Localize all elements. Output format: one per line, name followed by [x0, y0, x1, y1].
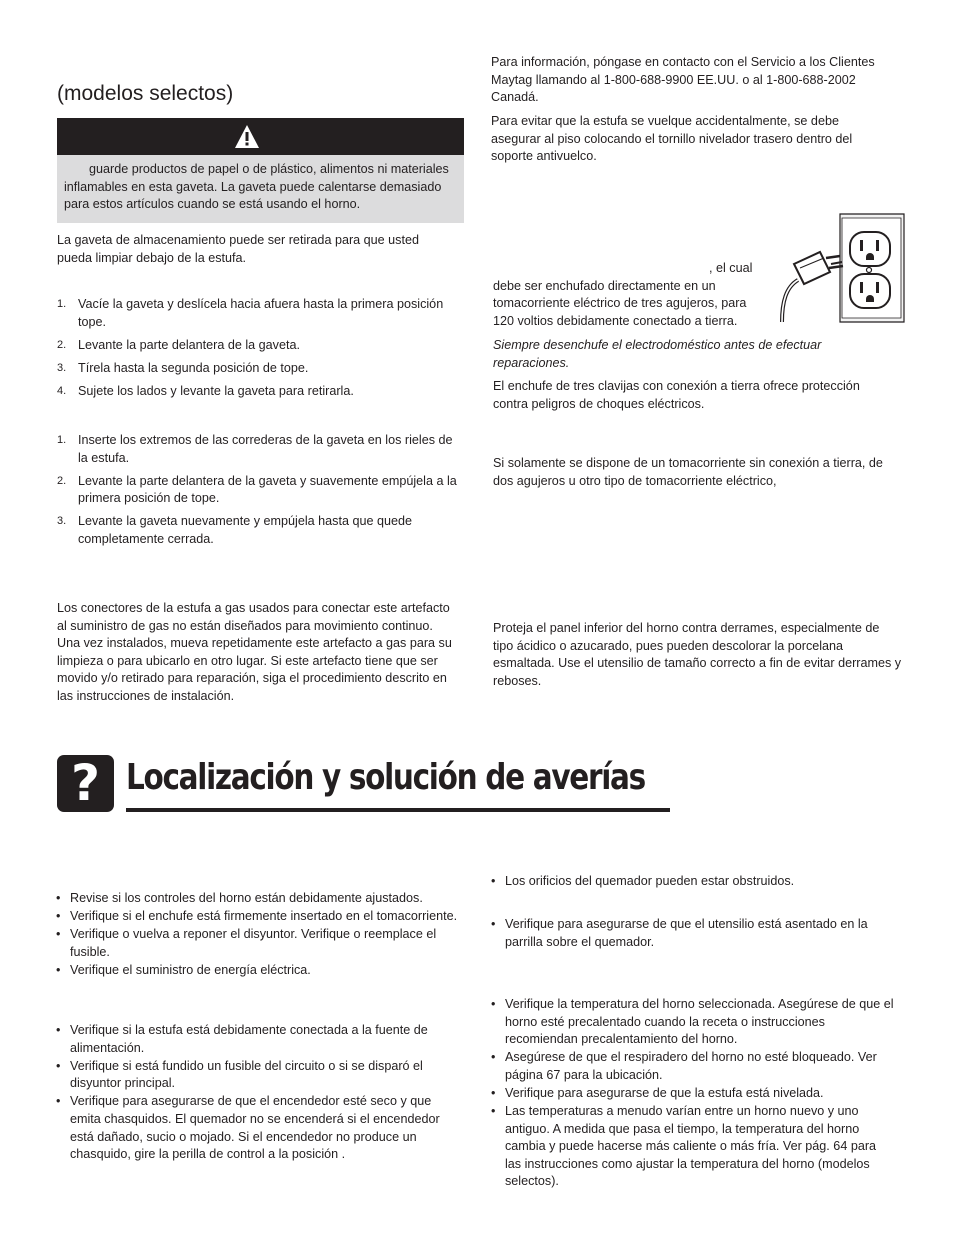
electrical-outlet-icon: [776, 212, 906, 324]
warning-text: guarde productos de papel o de plástico, alimentos ni materiales inflamables en esta gaveta. La gaveta puede calentarse demasiado para estos artículos cuando se está usando el horno.: [64, 162, 449, 212]
list-item: • Las temperaturas a menudo varían entre un horno nuevo y uno antiguo. A medida que pasa el tiempo, la temperatura del horno cambia y puede hacerse más caliente o más fría. Ver pág. 64 para las instrucciones como ajustar la temperatura del horno (modelos selectos).: [491, 1103, 895, 1191]
gas-connectors-text: Los conectores de la estufa a gas usados para conectar este artefacto al suministro de gas no están diseñados para movimiento continuo. Una vez instalados, mueva repetidamente este artefacto a gas para su limpieza o para ubicarlo en otro lugar. Si este artefacto tiene que ser movido y/o retirado para reparación, siga el procedimiento descrito en las instrucciones de instalación.: [57, 601, 452, 703]
list-item: • Asegúrese de que el respiradero del horno no esté bloqueado. Ver página 67 para la ubicación.: [491, 1049, 895, 1084]
title-underline: [126, 808, 670, 812]
ungrounded-outlet-text: Si solamente se dispone de un tomacorriente sin conexión a tierra, de dos agujeros u otro tipo de tomacorriente eléctrico,: [493, 456, 883, 488]
burner-ports-list: [491, 873, 895, 891]
list-item: 3. Levante la gaveta nuevamente y empújela hasta que quede completamente cerrada.: [57, 514, 412, 546]
cookware-check-list: [491, 916, 895, 952]
replace-drawer-steps: [57, 432, 463, 554]
list-item: • Verifique si la estufa está debidamente conectada a la fuente de alimentación.: [56, 1022, 464, 1057]
question-mark-icon: [57, 755, 114, 812]
oven-bottom-text: Proteja el panel inferior del horno contra derrames, especialmente de tipo ácidico o azucarado, pues pueden descolorar la porcelana esmaltada. Use el utensilio de tamaño correcto a fin de evitar derrames y reboses.: [493, 621, 902, 688]
unplug-note: Siempre desenchufe el electrodoméstico antes de efectuar reparaciones.: [493, 338, 822, 370]
troubleshooting-title: Localización y solución de averías: [126, 757, 645, 798]
storage-drawer-subtitle: (modelos selectos): [57, 82, 234, 105]
list-item: 2. Levante la parte delantera de la gaveta.: [57, 337, 300, 352]
question-mark-glyph: ?: [70, 754, 100, 812]
warning-header-bar: [57, 118, 464, 155]
warning-message-box: [57, 155, 464, 223]
plug-requirements-text: , el cual debe ser enchufado directamente en un tomacorriente eléctrico de tres agujeros, para 120 voltios debidamente conectado a tierra.: [493, 261, 753, 328]
list-item: • Verifique para asegurarse de que el encendedor esté seco y que emita chasquidos. El quemador no se encenderá si el encendedor está dañado, sucio o mojado. Si el encendedor no produce un chasquido, gire la perilla de control a la posición .: [56, 1093, 464, 1163]
power-checks-list: [56, 890, 464, 980]
remove-drawer-steps: [57, 296, 463, 406]
warning-triangle-icon: [234, 124, 260, 149]
list-item: • Verifique si el enchufe está firmemente insertado en el tomacorriente.: [56, 908, 464, 926]
list-item: • Verifique el suministro de energía eléctrica.: [56, 962, 464, 980]
list-item: 3. Tírela hasta la segunda posición de tope.: [57, 360, 309, 375]
list-item: 1. Vacíe la gaveta y deslícela hacia afuera hasta la primera posición tope.: [57, 297, 444, 329]
list-item: 4. Sujete los lados y levante la gaveta para retirarla.: [57, 383, 354, 398]
oven-temperature-list: [491, 996, 895, 1192]
drawer-intro-text: La gaveta de almacenamiento puede ser retirada para que usted pueda limpiar debajo de la estufa.: [57, 233, 419, 265]
list-item: • Verifique la temperatura del horno seleccionada. Asegúrese de que el horno esté precalentado cuando la receta o instrucciones recomiendan precalentamiento del horno.: [491, 996, 895, 1049]
customer-service-info: Para información, póngase en contacto con el Servicio a los Clientes Maytag llamando al 1-800-688-9900 EE.UU. o al 1-800-688-2002 Canadá.: [491, 55, 875, 105]
list-item: • Verifique para asegurarse de que la estufa está nivelada.: [491, 1085, 895, 1103]
list-item: 1. Inserte los extremos de las correderas de la gaveta en los rieles de la estufa.: [57, 433, 453, 465]
list-item: • Revise si los controles del horno están debidamente ajustados.: [56, 890, 464, 908]
list-item: • Verifique si está fundido un fusible del circuito o si se disparó el disyuntor principal.: [56, 1058, 464, 1093]
list-item: • Verifique o vuelva a reponer el disyuntor. Verifique o reemplace el fusible.: [56, 926, 464, 961]
list-item: 2. Levante la parte delantera de la gaveta y suavemente empújela a la primera posición de tope.: [57, 473, 457, 506]
burner-ignition-list: [56, 1022, 464, 1164]
anti-tip-text: Para evitar que la estufa se vuelque accidentalmente, se debe asegurar al piso colocando el tornillo nivelador trasero dentro del soporte antivuelco.: [491, 114, 853, 164]
list-item: • Verifique para asegurarse de que el utensilio está asentado en la parrilla sobre el quemador.: [491, 916, 895, 951]
list-item: • Los orificios del quemador pueden estar obstruidos.: [491, 873, 895, 891]
grounding-protection-text: El enchufe de tres clavijas con conexión a tierra ofrece protección contra peligros de choques eléctricos.: [493, 379, 860, 411]
